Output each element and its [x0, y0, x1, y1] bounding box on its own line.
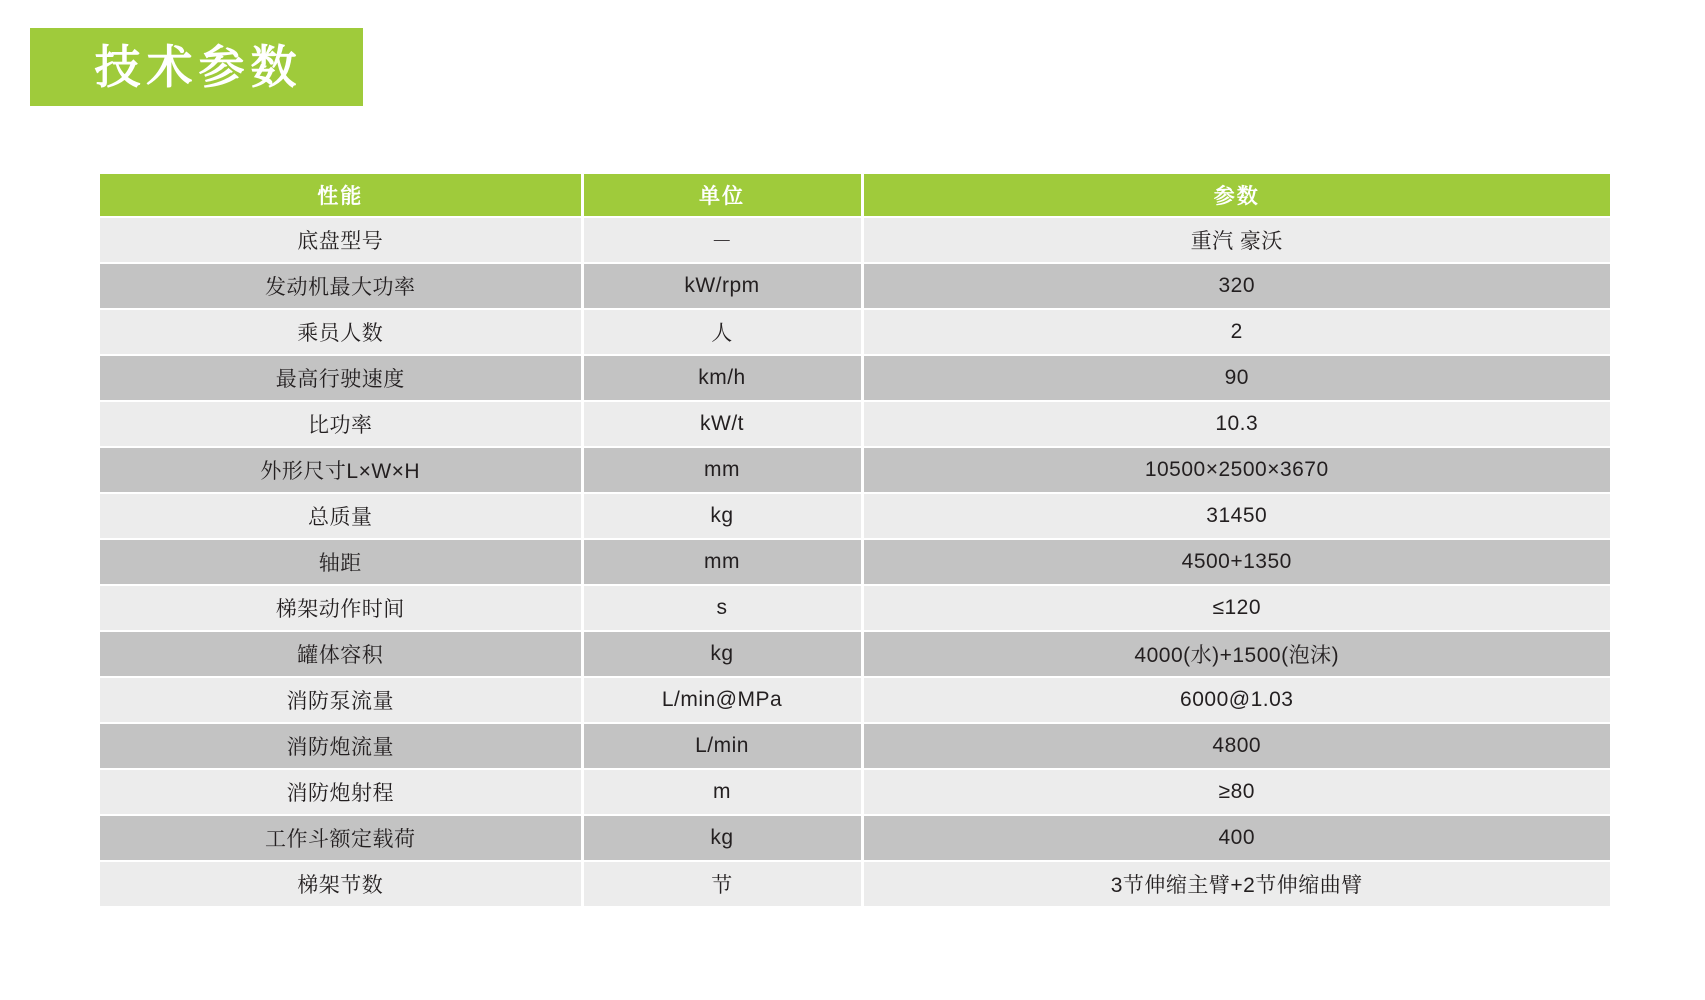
cell-parameter: 2	[862, 309, 1610, 355]
cell-performance: 梯架动作时间	[100, 585, 582, 631]
cell-parameter: 320	[862, 263, 1610, 309]
table-header	[100, 174, 1610, 217]
cell-parameter: 31450	[862, 493, 1610, 539]
table-row	[100, 539, 1610, 585]
cell-parameter: 重汽 豪沃	[862, 217, 1610, 263]
cell-performance: 乘员人数	[100, 309, 582, 355]
cell-unit: kW/rpm	[582, 263, 862, 309]
cell-unit: 人	[582, 309, 862, 355]
table-row	[100, 585, 1610, 631]
cell-unit: m	[582, 769, 862, 815]
column-header-performance: 性能	[100, 174, 582, 217]
page-title-banner	[30, 28, 363, 106]
cell-performance: 比功率	[100, 401, 582, 447]
cell-parameter: ≥80	[862, 769, 1610, 815]
cell-unit: kW/t	[582, 401, 862, 447]
table-row	[100, 769, 1610, 815]
table-row	[100, 263, 1610, 309]
cell-parameter: 3节伸缩主臂+2节伸缩曲臂	[862, 861, 1610, 907]
cell-unit: kg	[582, 631, 862, 677]
table-row	[100, 217, 1610, 263]
technical-parameters-table	[100, 174, 1610, 908]
cell-unit: kg	[582, 815, 862, 861]
column-header-unit: 单位	[582, 174, 862, 217]
cell-parameter: 4000(水)+1500(泡沫)	[862, 631, 1610, 677]
table-row	[100, 309, 1610, 355]
table-row	[100, 493, 1610, 539]
cell-unit: mm	[582, 539, 862, 585]
table-body	[100, 217, 1610, 907]
table-row	[100, 815, 1610, 861]
table-row	[100, 401, 1610, 447]
cell-parameter: 4500+1350	[862, 539, 1610, 585]
spec-table-container	[100, 174, 1610, 908]
cell-performance: 工作斗额定载荷	[100, 815, 582, 861]
cell-parameter: ≤120	[862, 585, 1610, 631]
table-row	[100, 447, 1610, 493]
table-row	[100, 861, 1610, 907]
cell-performance: 消防炮流量	[100, 723, 582, 769]
cell-parameter: 10.3	[862, 401, 1610, 447]
cell-unit: kg	[582, 493, 862, 539]
cell-unit: －	[582, 217, 862, 263]
column-header-parameter: 参数	[862, 174, 1610, 217]
cell-parameter: 400	[862, 815, 1610, 861]
page-title: 技术参数	[94, 41, 303, 93]
table-row	[100, 631, 1610, 677]
cell-performance: 总质量	[100, 493, 582, 539]
cell-performance: 消防泵流量	[100, 677, 582, 723]
cell-unit: L/min@MPa	[582, 677, 862, 723]
cell-performance: 轴距	[100, 539, 582, 585]
cell-performance: 发动机最大功率	[100, 263, 582, 309]
cell-performance: 底盘型号	[100, 217, 582, 263]
cell-unit: s	[582, 585, 862, 631]
cell-performance: 消防炮射程	[100, 769, 582, 815]
table-header-row	[100, 174, 1610, 217]
cell-performance: 罐体容积	[100, 631, 582, 677]
cell-performance: 梯架节数	[100, 861, 582, 907]
table-row	[100, 723, 1610, 769]
table-row	[100, 677, 1610, 723]
table-row	[100, 355, 1610, 401]
cell-performance: 外形尺寸L×W×H	[100, 447, 582, 493]
cell-performance: 最高行驶速度	[100, 355, 582, 401]
cell-unit: 节	[582, 861, 862, 907]
cell-parameter: 4800	[862, 723, 1610, 769]
cell-unit: km/h	[582, 355, 862, 401]
cell-parameter: 10500×2500×3670	[862, 447, 1610, 493]
cell-parameter: 6000@1.03	[862, 677, 1610, 723]
cell-unit: L/min	[582, 723, 862, 769]
cell-parameter: 90	[862, 355, 1610, 401]
cell-unit: mm	[582, 447, 862, 493]
